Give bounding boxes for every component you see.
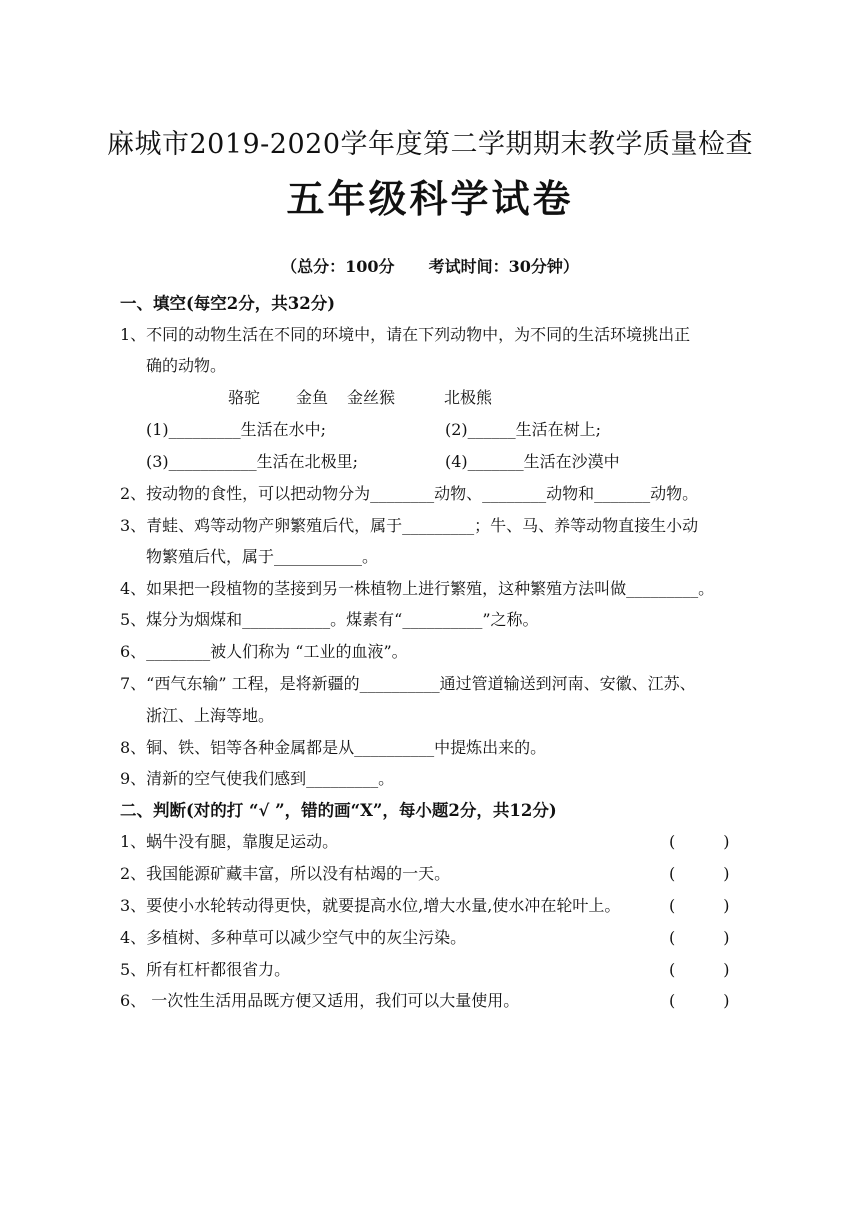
- animal-list: [0, 385, 860, 407]
- q6: 6、________被人们称为 “工业的血液”。: [120, 642, 408, 661]
- judge-item-1: 1、蜗牛没有腿，靠腹足运动。: [120, 832, 339, 851]
- q1-d: (4)_______生活在沙漠中: [445, 452, 620, 471]
- section2-heading: 二、判断(对的打 “√ ”，错的画“X”，每小题2分，共12分): [120, 801, 557, 820]
- judge-item-4: 4、多植树、多种草可以减少空气中的灰尘污染。: [120, 928, 467, 947]
- q5: 5、煤分为烟煤和___________。煤素有“__________”之称。: [120, 610, 539, 629]
- q1-line1: 1、不同的动物生活在不同的环境中，请在下列动物中，为不同的生活环境挑出正: [120, 325, 691, 344]
- q4: 4、如果把一段植物的茎接到另一株植物上进行繁殖，这种繁殖方法叫做_________。: [120, 579, 715, 598]
- q9: 9、清新的空气使我们感到_________。: [120, 769, 395, 788]
- animal-item: 骆驼: [228, 388, 261, 407]
- exam-header-school: 麻城市2019-2020学年度第二学期期末教学质量检查: [106, 129, 754, 160]
- total-score: （总分：100分: [281, 257, 395, 276]
- answer-parenthesis: ( ): [669, 928, 730, 947]
- q7-line2: 浙江、上海等地。: [146, 706, 275, 725]
- judge-item-2: 2、我国能源矿藏丰富，所以没有枯竭的一天。: [120, 864, 451, 883]
- judge-item-3: 3、要使小水轮转动得更快，就要提高水位,增大水量,使水冲在轮叶上。: [120, 896, 621, 915]
- q7-line1: 7、“西气东输” 工程，是将新疆的__________通过管道输送到河南、安徽、江苏、: [120, 674, 696, 693]
- answer-parenthesis: ( ): [669, 832, 730, 851]
- q1-line2: 确的动物。: [146, 356, 227, 375]
- answer-parenthesis: ( ): [669, 896, 730, 915]
- animal-item: 金鱼: [296, 388, 329, 407]
- q8: 8、铜、铁、铝等各种金属都是从__________中提炼出来的。: [120, 738, 547, 757]
- animal-item: 北极熊: [444, 388, 493, 407]
- q3-line2: 物繁殖后代，属于___________。: [146, 547, 379, 566]
- exam-time: 考试时间：30分钟）: [428, 257, 579, 276]
- answer-parenthesis: ( ): [669, 864, 730, 883]
- q2: 2、按动物的食性，可以把动物分为________动物、________动物和_______动物。: [120, 484, 699, 503]
- q3-line1: 3、青蛙、鸡等动物产卵繁殖后代，属于_________；牛、马、养等动物直接生小动: [120, 516, 699, 535]
- exam-info: [0, 254, 860, 277]
- q1-c: (3)___________生活在北极里;: [146, 452, 359, 471]
- judge-item-5: 5、所有杠杆都很省力。: [120, 960, 291, 979]
- answer-parenthesis: ( ): [669, 960, 730, 979]
- section1-heading: 一、填空(每空2分，共32分): [120, 294, 336, 313]
- animal-item: 金丝猴: [347, 388, 396, 407]
- judge-item-6: 6、 一次性生活用品既方便又适用，我们可以大量使用。: [120, 991, 520, 1010]
- q1-b: (2)______生活在树上;: [445, 420, 602, 439]
- exam-title: 五年级科学试卷: [286, 176, 574, 221]
- answer-parenthesis: ( ): [669, 991, 730, 1010]
- q1-a: (1)_________生活在水中;: [146, 420, 327, 439]
